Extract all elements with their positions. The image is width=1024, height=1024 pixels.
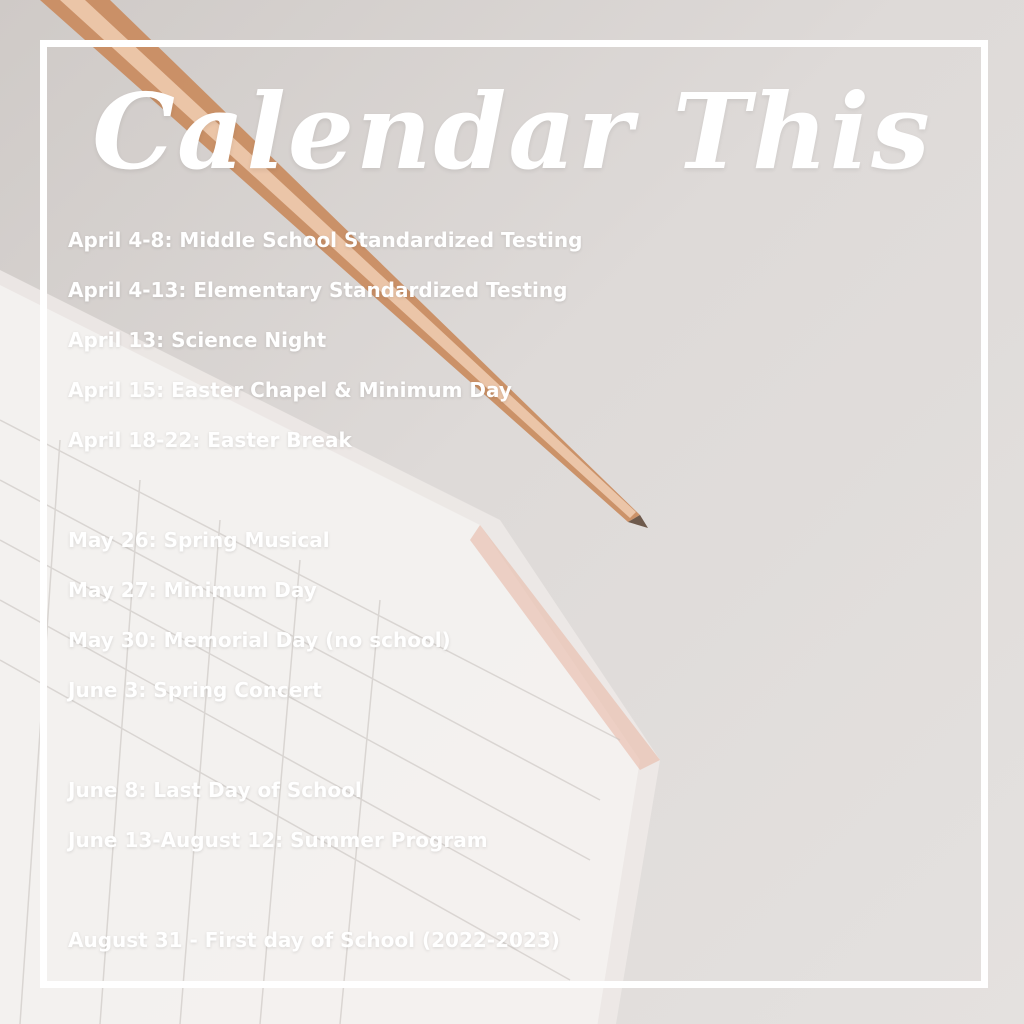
- event-item: May 26: Spring Musical: [68, 528, 330, 552]
- event-item: June 3: Spring Concert: [68, 678, 322, 702]
- event-item: April 18-22: Easter Break: [68, 428, 352, 452]
- event-item: June 8: Last Day of School: [68, 778, 362, 802]
- event-item: April 13: Science Night: [68, 328, 327, 352]
- event-item: June 13-August 12: Summer Program: [68, 828, 488, 852]
- event-item: April 4-13: Elementary Standardized Testing: [68, 278, 568, 302]
- group-spacer: [68, 715, 968, 765]
- event-item: May 30: Memorial Day (no school): [68, 628, 451, 652]
- event-item: April 4-8: Middle School Standardized Testing: [68, 228, 583, 252]
- group-spacer: [68, 465, 968, 515]
- page-title: Calendar This: [92, 70, 932, 193]
- event-item: May 27: Minimum Day: [68, 578, 317, 602]
- event-item: April 15: Easter Chapel & Minimum Day: [68, 378, 512, 402]
- event-item: August 31 - First day of School (2022-2023): [68, 928, 560, 952]
- group-spacer: [68, 865, 968, 915]
- events-list: [68, 215, 968, 965]
